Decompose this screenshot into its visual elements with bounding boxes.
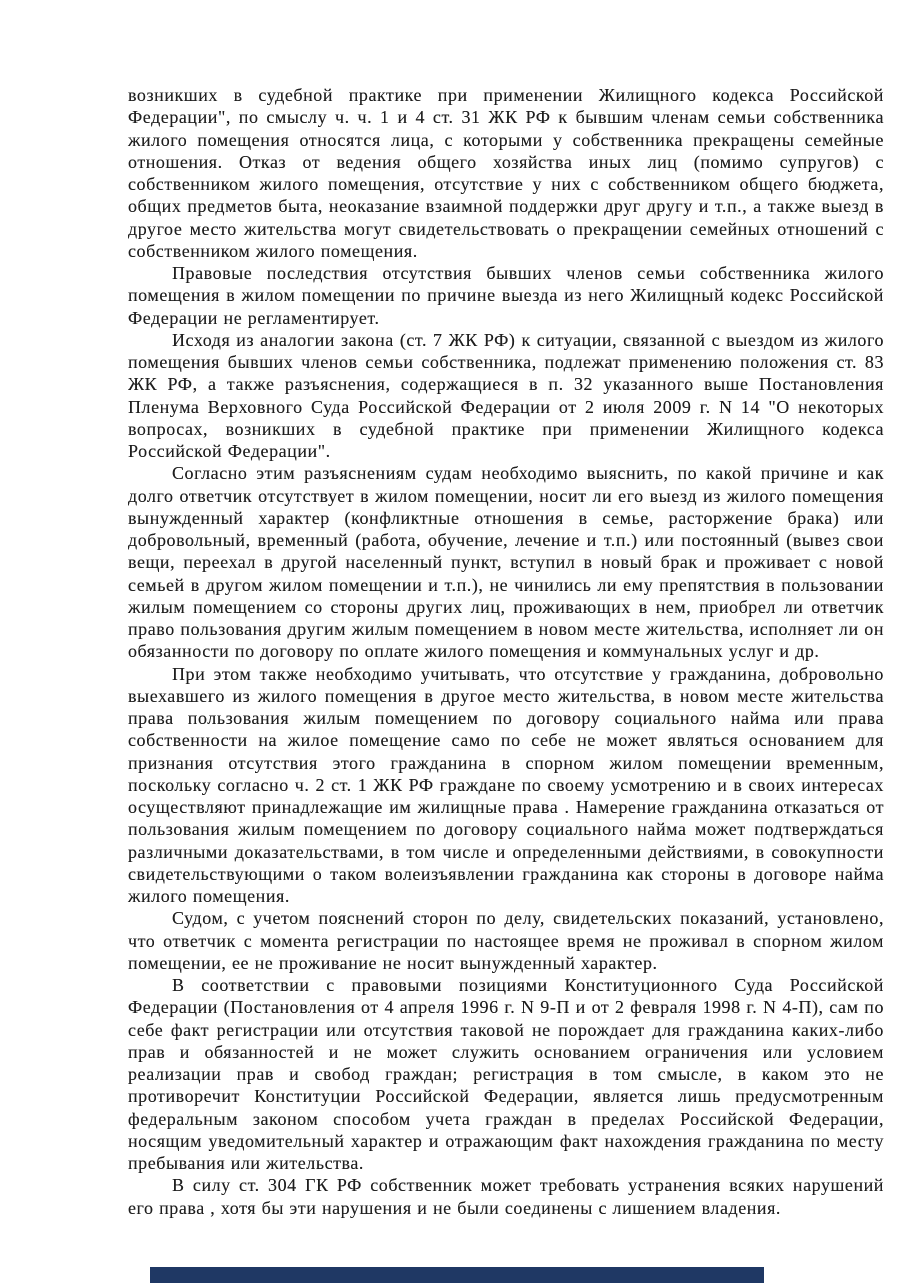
- bottom-divider-bar: [150, 1267, 764, 1283]
- paragraph: Правовые последствия отсутствия бывших членов семьи собственника жилого помещения в жилом помещении по причине выезда из него Жилищный кодекс Российской Федерации не регламентирует.: [128, 263, 884, 328]
- paragraph: Согласно этим разъяснениям судам необходимо выяснить, по какой причине и как долго ответчик отсутствует в жилом помещении, носит ли его выезд из жилого помещения вынужденный характер (конфликтные отношения в семье, расторжение брака) или добровольный, временный (работа, обучение, лечение и т.п.) или постоянный (вывез свои вещи, переехал в другой населенный пункт, вступил в новый брак и проживает с новой семьей в другом жилом помещении и т.п.), не чинились ли ему препятствия в пользовании жилым помещением со стороны других лиц, проживающих в нем, приобрел ли ответчик право пользования другим жилым помещением в новом месте жительства, исполняет ли он обязанности по договору по оплате жилого помещения и коммунальных услуг и др.: [128, 463, 884, 662]
- paragraph: Исходя из аналогии закона (ст. 7 ЖК РФ) к ситуации, связанной с выездом из жилого помещения бывших членов семьи собственника, подлежат применению положения ст. 83 ЖК РФ, а также разъяснения, содержащиеся в п. 32 указанного выше Постановления Пленума Верховного Суда Российской Федерации от 2 июля 2009 г. N 14 "О некоторых вопросах, возникших в судебной практике при применении Жилищного кодекса Российской Федерации".: [128, 329, 884, 461]
- paragraph-continued-from-previous-page: возникших в судебной практике при применении Жилищного кодекса Российской Федерации", по смыслу ч. ч. 1 и 4 ст. 31 ЖК РФ к бывшим членам семьи собственника жилого помещения относятся лица, с которыми у собственника прекращены семейные отношения. Отказ от ведения общего хозяйства иных лиц (помимо супругов) с собственником жилого помещения, отсутствие у них с собственником общего бюджета, общих предметов быта, неоказание взаимной поддержки друг другу и т.п., а также выезд в другое место жительства могут свидетельствовать о прекращении семейных отношений с собственником жилого помещения.: [128, 85, 884, 261]
- paragraph: Судом, с учетом пояснений сторон по делу, свидетельских показаний, установлено, что ответчик с момента регистрации по настоящее время не проживал в спорном жилом помещении, ее не проживание не носит вынужденный характер.: [128, 908, 884, 973]
- paragraph: При этом также необходимо учитывать, что отсутствие у гражданина, добровольно выехавшего из жилого помещения в другое место жительства, в новом месте жительства права пользования жилым помещением по договору социального найма или права собственности на жилое помещение само по себе не может являться основанием для признания отсутствия этого гражданина в спорном жилом помещении временным, поскольку согласно ч. 2 ст. 1 ЖК РФ граждане по своему усмотрению и в своих интересах осуществляют принадлежащие им жилищные права . Намерение гражданина отказаться от пользования жилым помещением по договору социального найма может подтверждаться различными доказательствами, в том числе и определенными действиями, в совокупности свидетельствующими о таком волеизъявлении гражданина как стороны в договоре найма жилого помещения.: [128, 663, 884, 906]
- document-text-block: [128, 84, 884, 1219]
- paragraph: В соответствии с правовыми позициями Конституционного Суда Российской Федерации (Постановления от 4 апреля 1996 г. N 9-П и от 2 февраля 1998 г. N 4-П), сам по себе факт регистрации или отсутствия таковой не порождает для гражданина каких-либо прав и обязанностей и не может служить основанием ограничения или условием реализации прав и свобод граждан; регистрация в том смысле, в каком это не противоречит Конституции Российской Федерации, является лишь предусмотренным федеральным законом способом учета граждан в пределах Российской Федерации, носящим уведомительный характер и отражающим факт нахождения гражданина по месту пребывания или жительства.: [128, 975, 884, 1173]
- paragraph: В силу ст. 304 ГК РФ собственник может требовать устранения всяких нарушений его права , хотя бы эти нарушения и не были соединены с лишением владения.: [128, 1175, 884, 1218]
